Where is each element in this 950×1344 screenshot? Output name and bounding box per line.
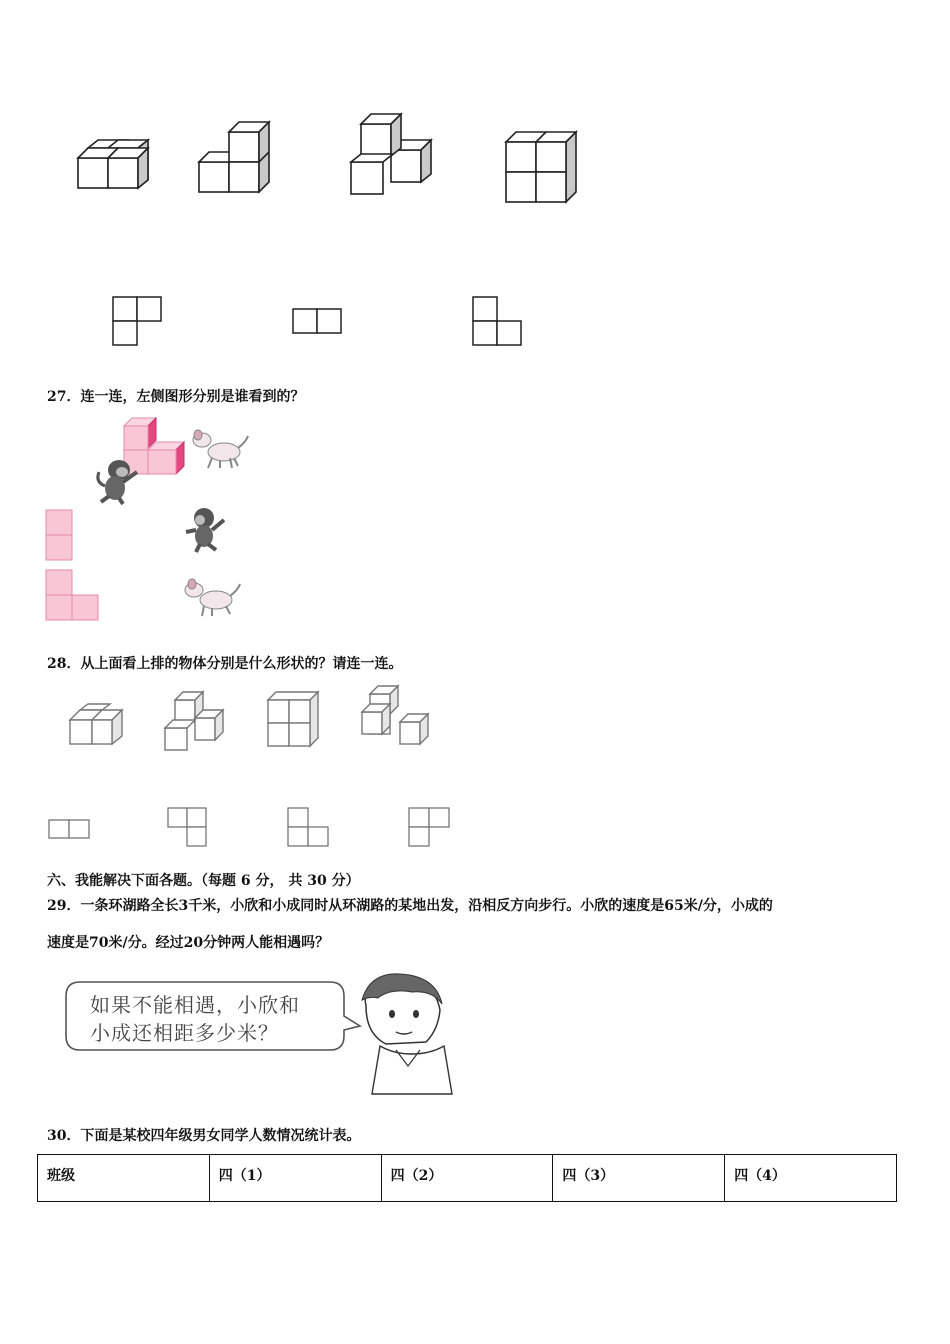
bubble-text-line-2: 小成还相距多少米？ — [90, 1021, 279, 1045]
q29-line-2: 速度是70米/分。经过20分钟两人能相遇吗？ — [47, 935, 330, 951]
q26-view-2 — [293, 309, 341, 333]
q26-cube-figures — [0, 100, 950, 360]
q26-figure-4 — [506, 132, 576, 202]
q27-prompt: 27．连一连，左侧图形分别是谁看到的？ — [47, 389, 305, 405]
q26-figure-1 — [78, 140, 148, 188]
q28-object-1 — [70, 704, 122, 744]
monkey-icon — [186, 508, 224, 552]
table-header-class-3: 四（3） — [553, 1155, 725, 1202]
q28-figures — [40, 680, 470, 855]
q28-view-4 — [409, 808, 449, 846]
q26-view-3 — [473, 297, 521, 345]
q26-figure-3 — [351, 114, 431, 194]
q28-view-2 — [168, 808, 206, 846]
dog-icon — [185, 579, 240, 616]
q28-view-3 — [288, 808, 328, 846]
bubble-text-line-1: 如果不能相遇，小欣和 — [90, 993, 300, 1017]
dog-icon — [193, 430, 248, 468]
boy-icon — [362, 974, 452, 1094]
q28-object-3 — [268, 692, 318, 746]
section-6-heading: 六、我能解决下面各题。（每题 6 分， 共 30 分） — [47, 873, 360, 889]
q26-figure-2 — [199, 122, 269, 192]
q30-prompt: 30．下面是某校四年级男女同学人数情况统计表。 — [47, 1128, 361, 1144]
pink-cube-arrangement — [124, 418, 184, 474]
table-header-class-2: 四（2） — [381, 1155, 553, 1202]
q29-line-1: 29．一条环湖路全长3千米，小欣和小成同时从环湖路的某地出发，沿相反方向步行。小欣的速度是65米/分，小成的 — [47, 898, 773, 914]
stats-table — [37, 1154, 897, 1202]
table-header-class-1: 四（1） — [209, 1155, 381, 1202]
q27-view-l-shape — [46, 570, 98, 620]
q28-object-2 — [165, 692, 223, 750]
q28-prompt: 28．从上面看上排的物体分别是什么形状的？请连一连。 — [47, 656, 403, 672]
table-row — [38, 1155, 897, 1202]
q27-illustration — [40, 410, 300, 625]
table-header-class: 班级 — [38, 1155, 210, 1202]
q29-illustration — [60, 970, 460, 1100]
q28-view-1 — [49, 820, 89, 838]
q27-view-vertical — [46, 510, 72, 560]
q28-object-4 — [362, 686, 428, 744]
q26-view-1 — [113, 297, 161, 345]
table-header-class-4: 四（4） — [725, 1155, 897, 1202]
